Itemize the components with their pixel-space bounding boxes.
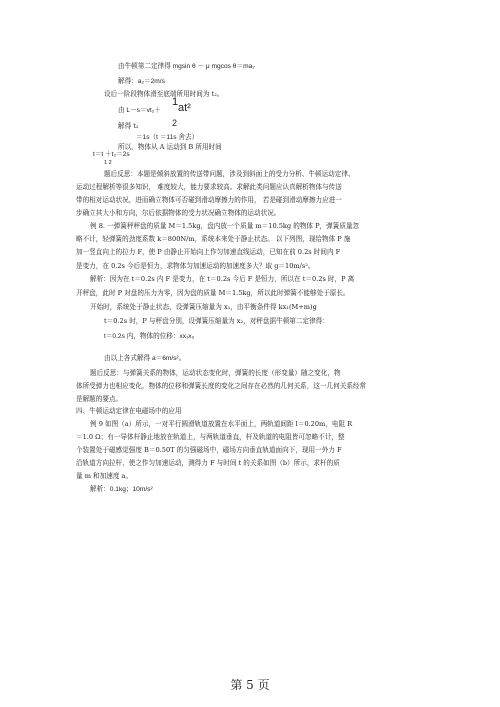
text-line: 加一竖直向上的拉力 F，使 P 由静止开始向上作匀加速直线运动，已知在前 0.2s 时间内 F — [76, 248, 341, 256]
text-line: 量 m 和加速度 a。 — [76, 472, 133, 480]
text-line: t＝0.2s 内，物体的位移：xx₁x₂ — [104, 333, 195, 340]
section-heading: 四、牛顿运动定律在电磁场中的应用 — [76, 407, 182, 415]
text-line: 个装置处于磁感觉强度 B＝0.50T 的匀强磁场中，磁场方向垂直轨道面向下，现用一外力 F — [76, 446, 342, 454]
text-line: 解析：0.1kg；10m/s² — [90, 486, 153, 493]
text-line: 解析：因为在 t＝0.2s 内 F 是变力，在 t＝0.2s 今后 F 是恒力，所以在 t＝0.2s 时，P 离 — [90, 275, 355, 283]
text-line: 是变力，在 0.2s 今后是恒力，求物体匀加速运动的加速度多大？取 g＝10m/s²。 — [76, 262, 315, 270]
text-line: 解得：a₂＝2m/s — [118, 78, 165, 85]
text-line: 由 L－s＝vt₂＋ — [118, 107, 161, 114]
text-line: 解得 t₂ — [118, 122, 139, 130]
text-line: 由以上各式解得 a＝6m/s²。 — [104, 355, 186, 362]
text-line: 例 9 如图（a）所示，一对平行圆滑轨道放置在水平面上，两轨道间距 l＝0.20m，电阻 R — [90, 420, 353, 428]
page-number: 第 5 页 — [230, 678, 270, 692]
text-line: 题后反思：与弹簧关系的物体，运动状态变化时，弹簧的长度（形变量）随之变化，物 — [90, 369, 341, 377]
text-line: 设后一阶段物体滑至底端所用时间为 t₂。 — [104, 90, 224, 98]
text-line: 例 8. 一弹簧秤秤盘的质量 M＝1.5kg，盘内放一个质量 m＝10.5kg 的物体 P，弹簧质量忽 — [90, 222, 360, 230]
text-line: 步确立其大小和方向，尔后依据物体的受力状况确立物体的运动状况。 — [76, 209, 281, 217]
text-line: 体所受弹力也相应变化，物体的位移和弹簧长度的变化之间存在必然的几何关系，这一几何关系经常 — [76, 382, 367, 390]
text-line: 带的相对运动状况，进而确立物体可否碰到滑动摩擦力的作用， 若是碰到滑动摩擦力应进一 — [76, 196, 342, 204]
text-line: 开秤盘，此时 P 对盘的压力为零，因为盘的质量 M＝1.5kg，所以此时弹簧不能够处于原长。 — [76, 289, 350, 297]
text-line: 由牛顿第二定律得 mgsin θ － μ mgcos θ＝ma₂ — [118, 63, 255, 70]
text-line: 所以，物体从 A 运动到 B 所用时间 — [118, 143, 222, 151]
fraction-denominator: 2 — [172, 118, 178, 128]
text-line: ＝1.0 Ω；有一导体杆静止地放在轨道上，与两轨道垂直，杆及轨道的电阻皆可忽略不计，整 — [76, 433, 345, 441]
text-line: t＝t ＋t₂＝2s — [93, 151, 130, 158]
text-line: ＝1s（t ＝11s 舍去） — [136, 134, 199, 141]
formula-term: at² — [178, 102, 191, 114]
text-line: 略不计，轻弹簧的劲度系数 k＝800N/m，系统本来处于静止状态。 以下列图，现给物体 P 施 — [76, 235, 351, 243]
text-line: 开始时，系统处于静止状态，设弹簧压缩量为 x₁，由平衡条件得 kx₁(M+m)g — [90, 303, 317, 311]
text-line: 题后反思：本题是倾斜放置的传送带问题，涉及到斜面上的受力分析、牛顿运动定律、 — [104, 170, 355, 178]
fraction-numerator: 1 — [172, 96, 179, 108]
text-line: 是解题的要点。 — [76, 395, 123, 403]
text-line: 沿轨道方向拉杆，使之作匀加速运动，测得力 F 与时间 t 的关系如图（b）所示，求杆的质 — [76, 459, 340, 467]
text-line: 运动过程解析等很多知识， 难度较大，能力要求较高。求解此类问题应认真解析物体与传送 — [76, 183, 342, 191]
text-line: t＝0.2s 时，P 与秤盘分别，设弹簧压缩量为 x₂，对秤盘据牛顿第二定律得： — [104, 317, 329, 325]
subscript-line: 1 2 — [104, 160, 112, 166]
